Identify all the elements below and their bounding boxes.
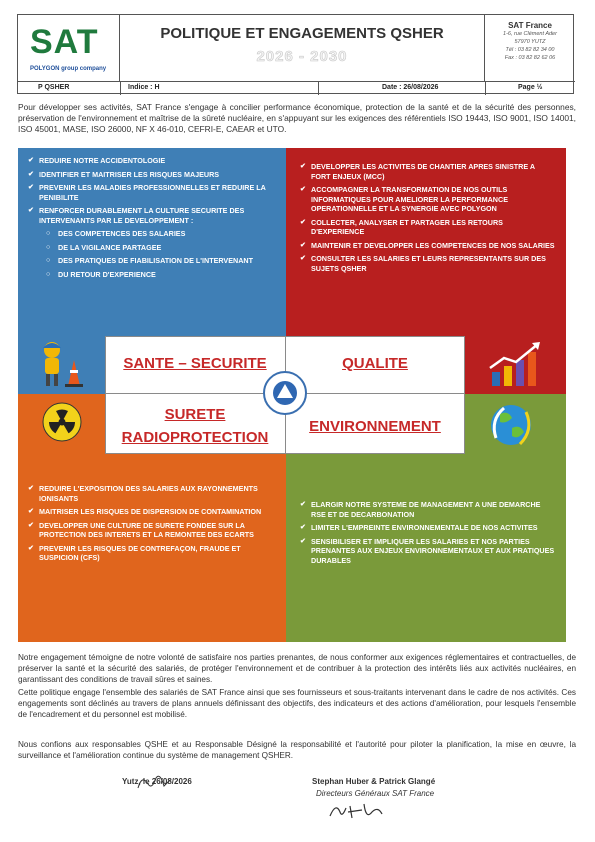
list-item: ✔ MAITRISER LES RISQUES DE DISPERSION DE CONTAMINATION (28, 507, 262, 516)
scope-paragraph: Cette politique engage l'ensemble des salariés de SAT France ainsi que ses fournisseurs et sous-traitants intervenant dans le cadre de nos activités. Ces engagements sont déclinés au travers de plans annuels définissant des objectifs, des indicateurs et des actions d'amélioration, pour lesquels l'ensemble de l'encadrement et du personnel est mobilisé. (18, 688, 576, 719)
company-name: SAT France (508, 21, 552, 30)
environnement-label: ENVIRONNEMENT (309, 418, 441, 435)
list-item: ✔ REDUIRE L'EXPOSITION DES SALARIES AUX RAYONNEMENTS IONISANTS (28, 484, 258, 503)
qualite-list (300, 162, 555, 277)
circle-bullet-icon: ○ (46, 257, 51, 264)
company-logo (18, 15, 120, 81)
fax-number: Fax : 03 82 82 62 06 (504, 55, 556, 61)
logo-wordmark: SAT (30, 23, 99, 61)
qualite-label: QUALITE (342, 355, 408, 372)
page-number: Page ½ (518, 84, 543, 91)
list-item: ✔ PREVENIR LES RISQUES DE CONTREFAÇON, FRAUDE ET SUSPICION (CFS) (28, 543, 241, 562)
list-item: ✔ ELARGIR NOTRE SYSTEME DE MANAGEMENT A UNE DEMARCHE RSE ET DE DECARBONATION (300, 500, 541, 519)
list-item: ✔ MAINTENIR ET DEVELOPPER LES COMPETENCES DE NOS SALARIES (300, 240, 555, 250)
check-icon: ✔ (300, 218, 306, 226)
sante-securite-label: SANTE – SECURITE (123, 355, 267, 372)
sub-list-item: ○ DU RETOUR D'EXPERIENCE (46, 269, 156, 279)
phone-number: Tél : 03 82 82 34 00 (505, 47, 555, 53)
check-icon: ✔ (300, 524, 306, 531)
list-item: ✔ RENFORCER DURABLEMENT LA CULTURE SECURITE DES INTERVENANTS PAR LE DEVELOPPEMENT : (28, 206, 245, 225)
page-title: POLITIQUE ET ENGAGEMENTS QSHER (160, 25, 444, 42)
document-date: Date : 26/08/2026 (382, 84, 439, 91)
divider (120, 82, 121, 95)
signers-names: Stephan Huber & Patrick Glangé (312, 777, 436, 786)
document-meta-row (18, 81, 575, 95)
document-reference: P QSHER (38, 84, 70, 91)
title-cell (120, 15, 485, 81)
surete-label: SURETE (164, 406, 226, 423)
radiation-icon (42, 402, 82, 442)
check-icon: ✔ (300, 163, 306, 170)
circle-bullet-icon: ○ (46, 270, 51, 278)
document-header (17, 14, 574, 94)
check-icon: ✔ (28, 508, 34, 515)
check-icon: ✔ (300, 241, 306, 249)
check-icon: ✔ (300, 501, 306, 508)
polygon-emblem-icon (263, 371, 307, 415)
policy-years: 2026 - 2030 (256, 48, 348, 65)
sub-list-item: ○ DES PRATIQUES DE FIABILISATION DE L'INTERVENANT (46, 256, 253, 265)
company-address (485, 15, 575, 81)
check-icon: ✔ (28, 207, 34, 214)
list-item: ✔ SENSIBILISER ET IMPLIQUER LES SALARIES ET NOS PARTIES PRENANTES AUX ENJEUX ENVIRONNEMENTAUX ET AUX PRATIQUES DURABLES (300, 536, 555, 565)
logo-tagline: POLYGON group company (30, 66, 107, 72)
check-icon: ✔ (300, 255, 306, 262)
check-icon: ✔ (28, 157, 34, 164)
check-icon: ✔ (28, 485, 34, 492)
list-item: ✔ CONSULTER LES SALARIES ET LEURS REPRESENTANTS SUR DES SUJETS QSHER (300, 254, 546, 273)
safety-worker-icon (36, 338, 84, 388)
list-item: ✔ REDUIRE NOTRE ACCIDENTOLOGIE (28, 156, 166, 165)
list-item: ✔ DEVELOPPER UNE CULTURE DE SURETE FONDEE SUR LA PROTECTION DES INTERETS ET LA REMONTEE DES ECARTS (28, 520, 254, 539)
check-icon: ✔ (300, 186, 306, 193)
sub-list-item: ○ DE LA VIGILANCE PARTAGEE (46, 242, 162, 252)
sub-list-item: ○ DES COMPETENCES DES SALARIES (46, 229, 186, 238)
growth-chart-icon (486, 340, 546, 388)
divider (485, 82, 486, 95)
commitment-paragraph: Notre engagement témoigne de notre volonté de satisfaire nos parties prenantes, de nous conformer aux exigences réglementaires et contractuelles, de préserver la santé et la sécurité des salariés, de protéger l'environnement et de contribuer à la protection des intérêts liés aux activités nucléaires, en garantissant des conditions de travail sûres et saines. (18, 653, 576, 684)
list-item: ✔ LIMITER L'EMPREINTE ENVIRONNEMENTALE DE NOS ACTIVITES (300, 523, 538, 532)
surete-list (28, 484, 273, 567)
list-item: ✔ PREVENIR LES MALADIES PROFESSIONNELLES ET REDUIRE LA PENIBILITE (28, 183, 266, 202)
environnement-list (300, 500, 555, 569)
signers-role: Directeurs Généraux SAT France (316, 789, 435, 798)
circle-bullet-icon: ○ (46, 243, 51, 251)
divider (318, 82, 319, 95)
globe-leaf-icon (486, 400, 536, 450)
circle-bullet-icon: ○ (46, 230, 51, 237)
check-icon: ✔ (28, 184, 34, 191)
check-icon: ✔ (300, 537, 306, 545)
address-line-1: 1-6, rue Clément Ader (503, 31, 557, 37)
place-date: Yutz, le 26/08/2026 (122, 777, 192, 786)
handwritten-signature (134, 770, 174, 792)
address-line-2: 57970 YUTZ (514, 39, 546, 45)
check-icon: ✔ (28, 521, 34, 529)
sante-securite-list (28, 156, 273, 283)
intro-paragraph: Pour développer ses activités, SAT France s'engage à concilier performance économique, protection de la santé et de la sécurité des personnes, préservation de l'environnement et maîtrise de la sûreté nucléaire, en s'appuyant sur les exigences des référentiels ISO 19443, ISO 9001, ISO 14001, ISO 45001, MASE, ISO 26000, NF X 46-010, CEFRI-E, CAEAR et UTO. (18, 102, 576, 134)
list-item: ✔ DEVELOPPER LES ACTIVITES DE CHANTIER APRES SINISTRE A FORT ENJEUX (MCC) (300, 162, 535, 181)
list-item: ✔ ACCOMPAGNER LA TRANSFORMATION DE NOS OUTILS INFORMATIQUES POUR AMELIORER LA PERFORMANCE OPERATIONNELLE ET LA SYNERGIE AVEC POLYGON (300, 185, 508, 213)
list-item: ✔ IDENTIFIER ET MAITRISER LES RISQUES MAJEURS (28, 169, 220, 179)
document-index: Indice : H (128, 84, 160, 91)
handwritten-signature (326, 800, 386, 822)
radioprotection-label: RADIOPROTECTION (121, 429, 269, 446)
responsibility-paragraph: Nous confions aux responsables QSHE et au Responsable Désigné la responsabilité et l'autorité pour piloter la planification, la mise en œuvre, la surveillance et l'amélioration continue du système de management QSHER. (18, 740, 576, 760)
list-item: ✔ COLLECTER, ANALYSER ET PARTAGER LES RETOURS D'EXPERIENCE (300, 217, 503, 236)
check-icon: ✔ (28, 170, 34, 178)
check-icon: ✔ (28, 544, 34, 552)
